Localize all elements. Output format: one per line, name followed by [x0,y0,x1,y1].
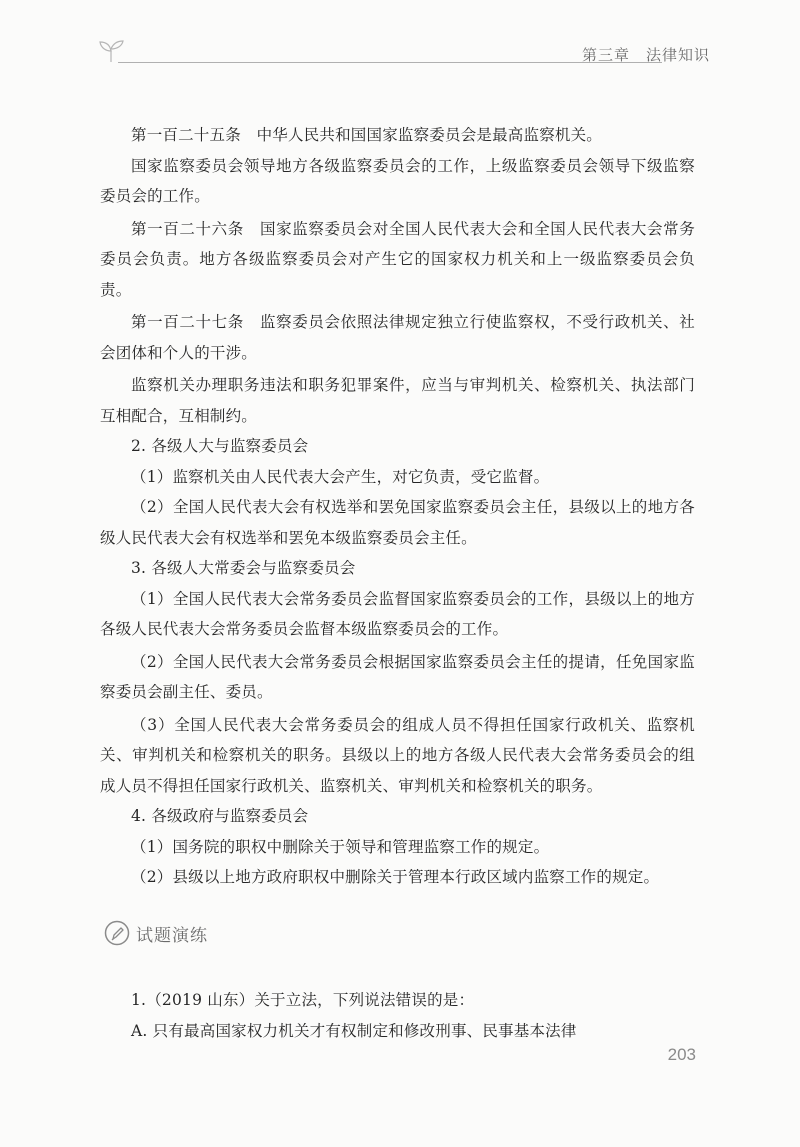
list-item: （1）国务院的职权中删除关于领导和管理监察工作的规定。 [131,837,550,856]
paragraph: 监察机关办理职务违法和职务犯罪案件，应当与审判机关、检察机关、执法部门互相配合，互相制约。 [100,376,695,425]
list-item: （2）全国人民代表大会有权选举和罢免国家监察委员会主任，县级以上的地方各级人民代表大会有权选举和罢免本级监察委员会主任。 [100,498,695,547]
list-item: （2）全国人民代表大会常务委员会根据国家监察委员会主任的提请，任免国家监察委员会副主任、委员。 [100,652,695,701]
list-item: （1）监察机关由人民代表大会产生，对它负责，受它监督。 [131,467,550,486]
page-header [0,0,800,80]
paragraph: 国家监察委员会领导地方各级监察委员会的工作，上级监察委员会领导下级监察委员会的工作。 [100,156,695,205]
question: 1.（2019 山东）关于立法，下列说法错误的是： [131,991,475,1009]
article-125: 第一百二十五条 中华人民共和国国家监察委员会是最高监察机关。 [131,126,603,144]
subheading: 3. 各级人大常委会与监察委员会 [131,559,356,577]
body-text [100,120,695,893]
section-title: 试题演练 [136,925,208,946]
list-item: （2）县级以上地方政府职权中删除关于管理本行政区域内监察工作的规定。 [131,868,660,886]
option: A. 只有最高国家权力机关才有权制定和修改刑事、民事基本法律 [131,1021,577,1040]
list-item: （3）全国人民代表大会常务委员会的组成人员不得担任国家行政机关、监察机关、审判机关和检察机关的职务。县级以上的地方各级人民代表大会常务委员会的组成人员不得担任国家行政机关、监察机关、审判机关和检察机关的职务。 [100,715,695,795]
article-126: 第一百二十六条 国家监察委员会对全国人民代表大会和全国人民代表大会常务委员会负责。地方各级监察委员会对产生它的国家权力机关和上一级监察委员会负责。 [100,219,695,299]
header-rule [118,62,662,63]
sprout-icon [96,38,126,64]
chapter-title: 第三章 法律知识 [581,46,710,64]
subheading: 4. 各级政府与监察委员会 [131,807,309,825]
section-heading [104,918,208,948]
page-number: 203 [667,1045,696,1064]
subheading: 2. 各级人大与监察委员会 [131,437,309,455]
exercise-block [100,985,695,1046]
article-127: 第一百二十七条 监察委员会依照法律规定独立行使监察权，不受行政机关、社会团体和个人的干涉。 [100,313,695,362]
list-item: （1）全国人民代表大会常务委员会监督国家监察委员会的工作，县级以上的地方各级人民代表大会常务委员会监督本级监察委员会的工作。 [100,589,695,638]
pencil-circle-icon [104,920,130,946]
